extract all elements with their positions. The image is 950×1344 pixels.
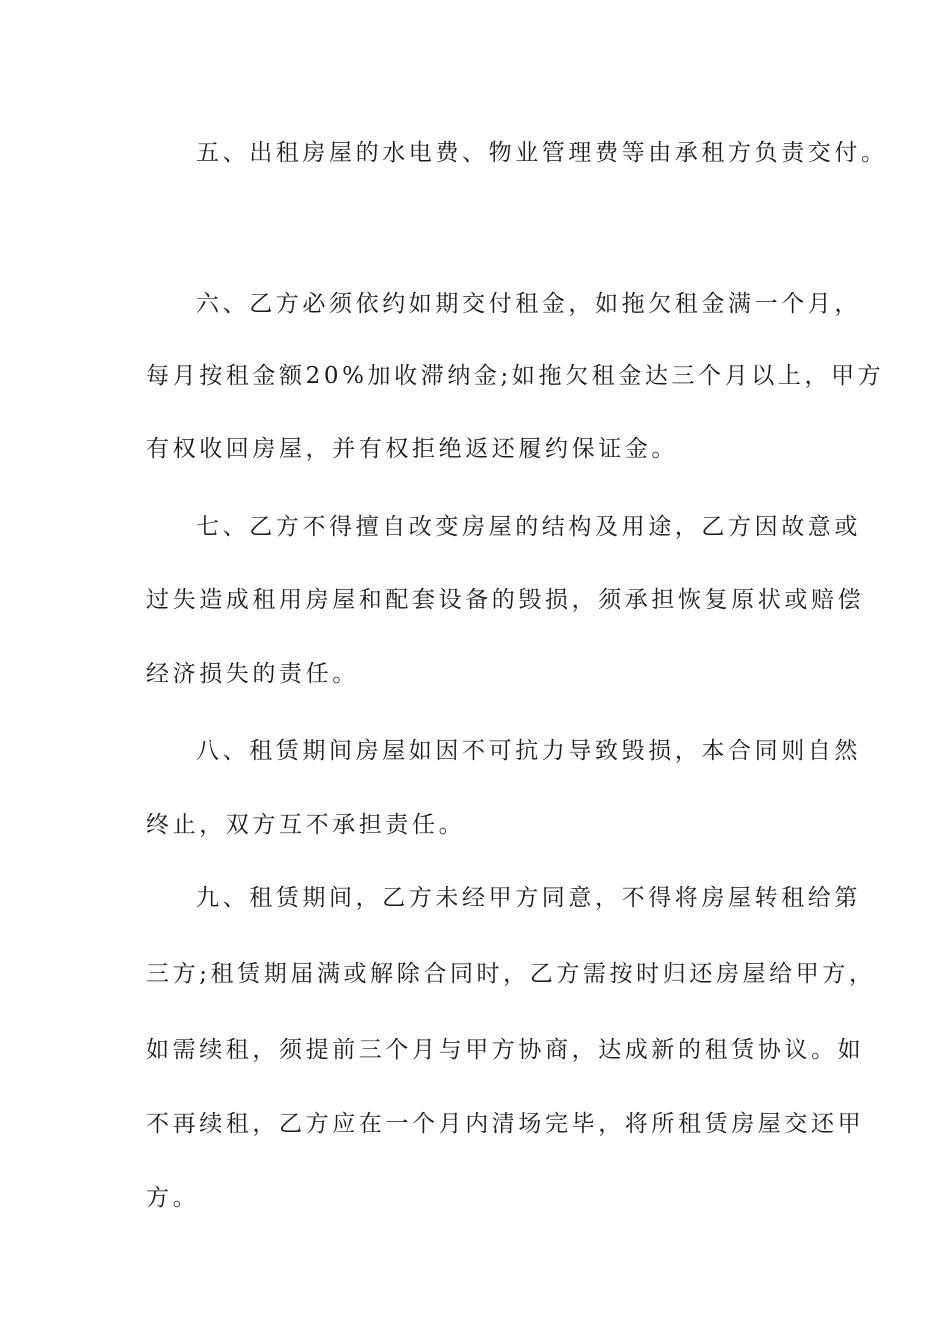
clause-5-line-1: 五、出租房屋的水电费、物业管理费等由承租方负责交付。 bbox=[196, 140, 888, 166]
clause-6-line-1: 六、乙方必须依约如期交付租金，如拖欠租金满一个月， bbox=[196, 291, 861, 317]
clause-7-line-2: 过失造成租用房屋和配套设备的毁损，须承担恢复原状或赔偿 bbox=[146, 587, 865, 613]
clause-6-line-2: 每月按租金额20%加收滞纳金;如拖欠租金达三个月以上，甲方 bbox=[146, 363, 885, 389]
clause-6-line-3: 有权收回房屋，并有权拒绝返还履约保证金。 bbox=[146, 436, 678, 462]
clause-9-line-2: 三方;租赁期届满或解除合同时，乙方需按时归还房屋给甲方， bbox=[146, 961, 876, 987]
clause-7-line-3: 经济损失的责任。 bbox=[146, 661, 359, 687]
clause-9-line-1: 九、租赁期间，乙方未经甲方同意，不得将房屋转租给第 bbox=[196, 885, 861, 911]
clause-9-line-4: 不再续租，乙方应在一个月内清场完毕，将所租赁房屋交还甲 bbox=[146, 1111, 865, 1137]
clause-9-line-3: 如需续租，须提前三个月与甲方协商，达成新的租赁协议。如 bbox=[146, 1037, 865, 1063]
clause-9-line-5: 方。 bbox=[146, 1185, 200, 1211]
clause-8-line-2: 终止，双方互不承担责任。 bbox=[146, 812, 466, 838]
clause-7-line-1: 七、乙方不得擅自改变房屋的结构及用途，乙方因故意或 bbox=[196, 514, 861, 540]
clause-8-line-1: 八、租赁期间房屋如因不可抗力导致毁损，本合同则自然 bbox=[196, 738, 861, 764]
